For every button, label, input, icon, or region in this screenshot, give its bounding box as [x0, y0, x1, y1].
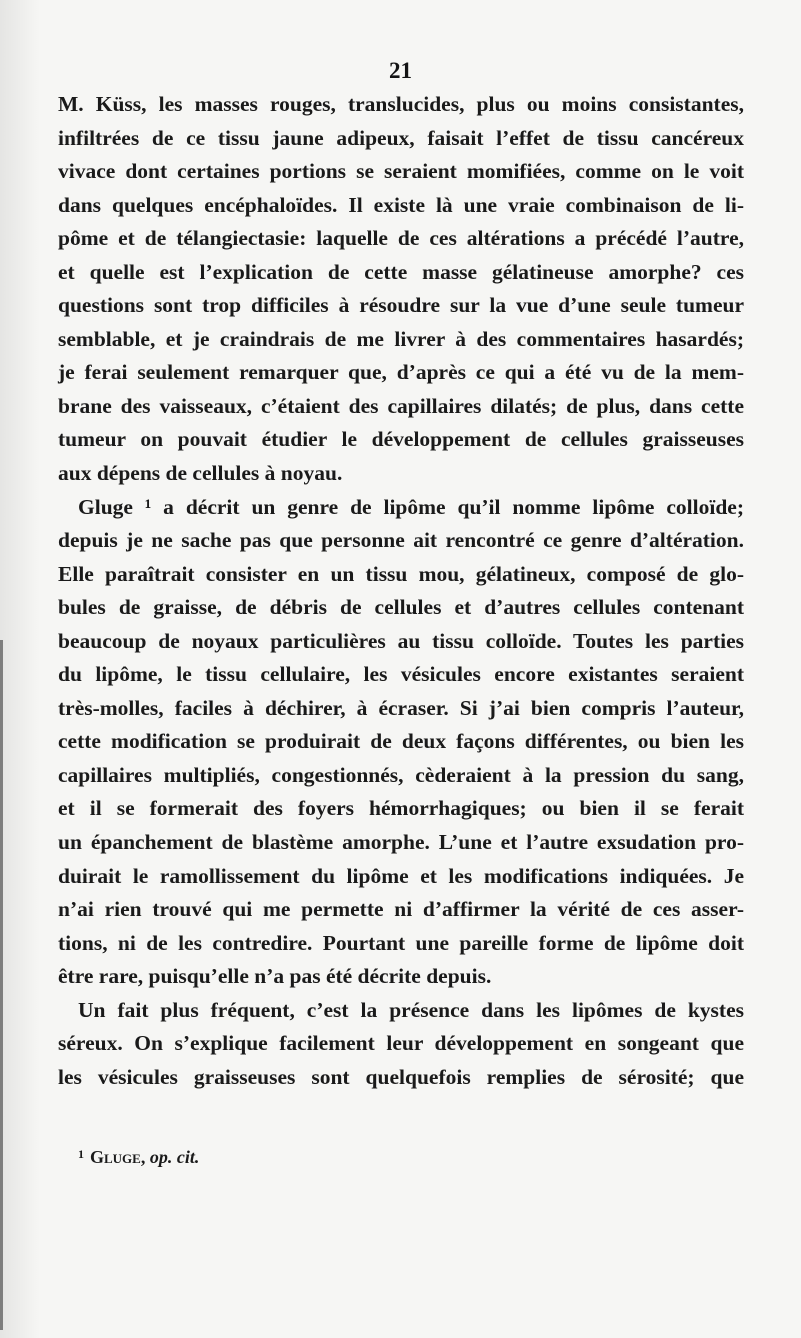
text-line: pôme et de télangiectasie: laquelle de ces altérations a précédé l’autre,	[58, 226, 744, 251]
text-line: les vésicules graisseuses sont quelquefois remplies de sérosité; que	[58, 1064, 744, 1089]
scan-edge-shadow	[0, 640, 3, 1330]
text-line: du lipôme, le tissu cellulaire, les vésicules encore existantes seraient	[58, 662, 744, 687]
text-line: et quelle est l’explication de cette masse gélatineuse amorphe? ces	[58, 259, 744, 284]
text-line: infiltrées de ce tissu jaune adipeux, faisait l’effet de tissu cancéreux	[58, 125, 744, 150]
text-line: questions sont trop difficiles à résoudre sur la vue d’une seule tumeur	[58, 293, 744, 318]
footnote-citation: op. cit.	[149, 1147, 200, 1167]
text-line: bules de graisse, de débris de cellules et d’autres cellules contenant	[58, 595, 744, 620]
text-line: je ferai seulement remarquer que, d’après ce qui a été vu de la mem-	[58, 360, 744, 385]
text-line: aux dépens de cellules à noyau.	[58, 461, 343, 486]
text-line: un épanchement de blastème amorphe. L’une et l’autre exsudation pro-	[58, 830, 744, 855]
text-line: brane des vaisseaux, c’étaient des capillaires dilatés; de plus, dans cette	[58, 393, 744, 418]
text-line: beaucoup de noyaux particulières au tissu colloïde. Toutes les parties	[58, 628, 744, 653]
footnote	[78, 1147, 199, 1168]
text-line: semblable, et je craindrais de me livrer à des commentaires hasardés;	[58, 326, 744, 351]
footnote-mark: 1	[78, 1147, 84, 1161]
text-line: Gluge ¹ a décrit un genre de lipôme qu’il nomme lipôme colloïde;	[78, 494, 744, 519]
footnote-author: Gluge,	[90, 1147, 146, 1167]
text-line: capillaires multipliés, congestionnés, cèderaient à la pression du sang,	[58, 762, 744, 787]
text-line: cette modification se produirait de deux façons différentes, ou bien les	[58, 729, 744, 754]
text-line: tions, ni de les contredire. Pourtant une pareille forme de lipôme doit	[58, 930, 744, 955]
text-line: Un fait plus fréquent, c’est la présence dans les lipômes de kystes	[78, 997, 744, 1022]
text-line: depuis je ne sache pas que personne ait rencontré ce genre d’altération.	[58, 528, 744, 553]
page-number: 21	[389, 58, 412, 83]
text-line: tumeur on pouvait étudier le développement de cellules graisseuses	[58, 427, 744, 452]
text-line: M. Küss, les masses rouges, translucides, plus ou moins consistantes,	[58, 92, 744, 116]
text-line: et il se formerait des foyers hémorrhagiques; ou bien il se ferait	[58, 796, 744, 821]
text-line: vivace dont certaines portions se seraient momifiées, comme on le voit	[58, 159, 744, 184]
text-line: séreux. On s’explique facilement leur développement en songeant que	[58, 1031, 744, 1056]
text-line: très-molles, faciles à déchirer, à écraser. Si j’ai bien compris l’auteur,	[58, 695, 744, 720]
body-text	[58, 88, 744, 1094]
text-line: n’ai rien trouvé qui me permette ni d’affirmer la vérité de ces asser-	[58, 897, 744, 922]
text-line: Elle paraîtrait consister en un tissu mou, gélatineux, composé de glo-	[58, 561, 744, 586]
text-line: dans quelques encéphaloïdes. Il existe là une vraie combinaison de li-	[58, 192, 744, 217]
text-line: être rare, puisqu’elle n’a pas été décrite depuis.	[58, 964, 492, 989]
text-line: duirait le ramollissement du lipôme et les modifications indiquées. Je	[58, 863, 744, 888]
